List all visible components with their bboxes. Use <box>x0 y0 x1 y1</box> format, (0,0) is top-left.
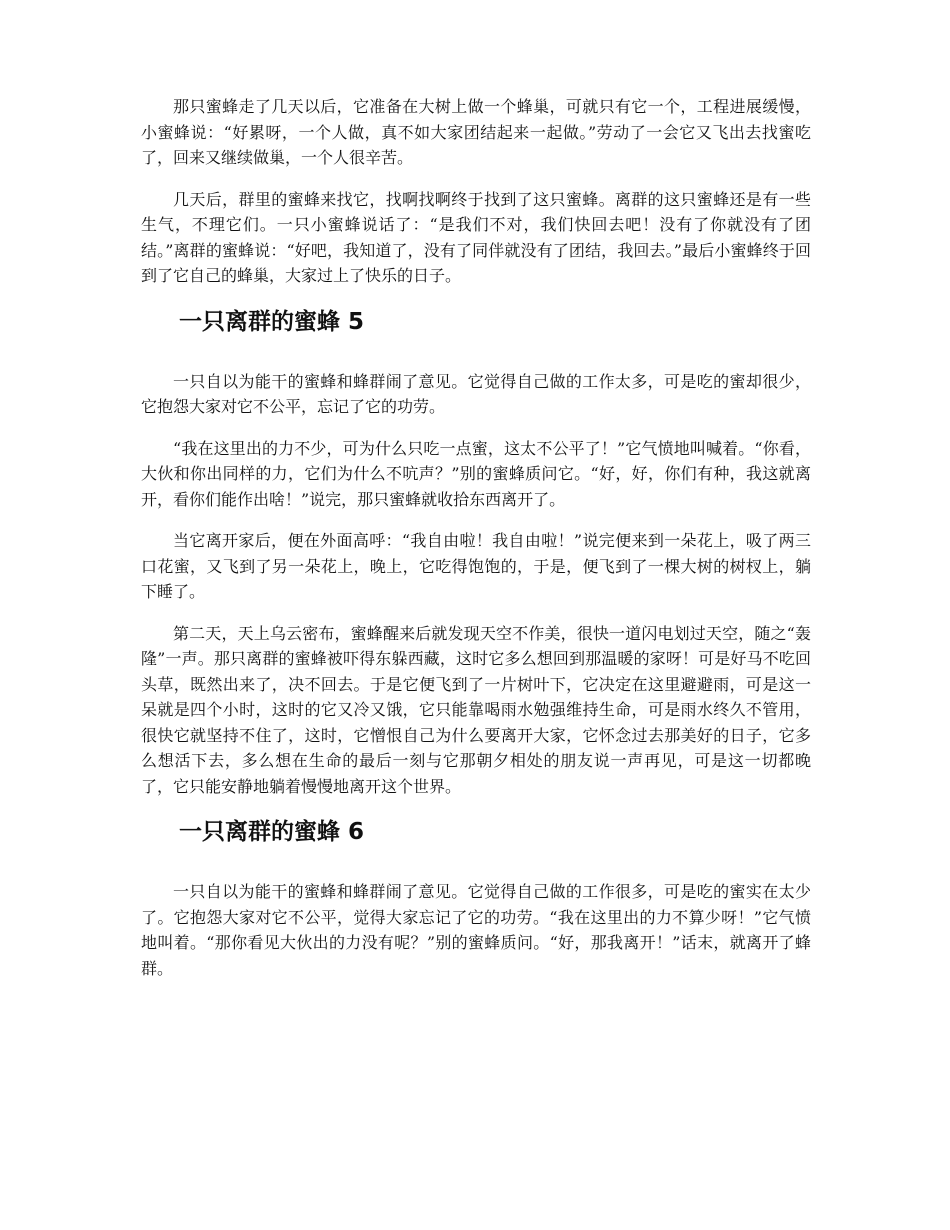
paragraph-5-2: “我在这里出的力不少，可为什么只吃一点蜜，这太不公平了！”它气愤地叫喊着。“你看，大伙和你出同样的力，它们为什么不吭声？”别的蜜蜂质问它。“好，好，你们有种，我这就离开，看你们能作出啥！”说完，那只蜜蜂就收拾东西离开了。 <box>141 438 811 509</box>
section-6-title: 一只离群的蜜蜂 6 <box>179 819 365 845</box>
paragraph-5-3: 当它离开家后，便在外面高呼：“我自由啦！我自由啦！”说完便来到一朵花上，吸了两三口花蜜，又飞到了另一朵花上，晚上，它吃得饱饱的，于是，便飞到了一棵大树的树杈上，躺下睡了。 <box>141 531 811 601</box>
document-page <box>141 94 811 997</box>
paragraph-intro-1: 那只蜜蜂走了几天以后，它准备在大树上做一个蜂巢，可就只有它一个，工程进展缓慢，小蜜蜂说：“好累呀，一个人做，真不如大家团结起来一起做。”劳动了一会它又飞出去找蜜吃了，回来又继续做巢，一个人很辛苦。 <box>141 97 811 167</box>
paragraph-intro-2: 几天后，群里的蜜蜂来找它，找啊找啊终于找到了这只蜜蜂。离群的这只蜜蜂还是有一些生气，不理它们。一只小蜜蜂说话了：“是我们不对，我们快回去吧！没有了你就没有了团结。”离群的蜜蜂说：“好吧，我知道了，没有了同伴就没有了团结，我回去。”最后小蜜蜂终于回到了它自己的蜂巢，大家过上了快乐的日子。 <box>141 189 811 285</box>
paragraph-6-1: 一只自以为能干的蜜蜂和蜂群闹了意见。它觉得自己做的工作很多，可是吃的蜜实在太少了。它抱怨大家对它不公平，觉得大家忘记了它的功劳。“我在这里出的力不算少呀！”它气愤地叫着。“那你看见大伙出的力没有呢？”别的蜜蜂质问。“好，那我离开！”话末，就离开了蜂群。 <box>141 882 811 978</box>
paragraph-5-4: 第二天，天上乌云密布，蜜蜂醒来后就发现天空不作美，很快一道闪电划过天空，随之“轰隆”一声。那只离群的蜜蜂被吓得东躲西藏，这时它多么想回到那温暖的家呀！可是好马不吃回头草，既然出来了，决不回去。于是它便飞到了一片树叶下，它决定在这里避避雨，可是这一呆就是四个小时，这时的它又冷又饿，它只能靠喝雨水勉强维持生命，可是雨水终久不管用，很快它就坚持不住了，这时，它憎恨自己为什么要离开大家，它怀念过去那美好的日子，它多么想活下去，多么想在生命的最后一刻与它那朝夕相处的朋友说一声再见，可是这一切都晚了，它只能安静地躺着慢慢地离开这个世界。 <box>141 623 811 796</box>
section-5-title: 一只离群的蜜蜂 5 <box>179 308 365 335</box>
paragraph-5-1: 一只自以为能干的蜜蜂和蜂群闹了意见。它觉得自己做的工作太多，可是吃的蜜却很少，它抱怨大家对它不公平，忘记了它的功劳。 <box>141 371 811 416</box>
